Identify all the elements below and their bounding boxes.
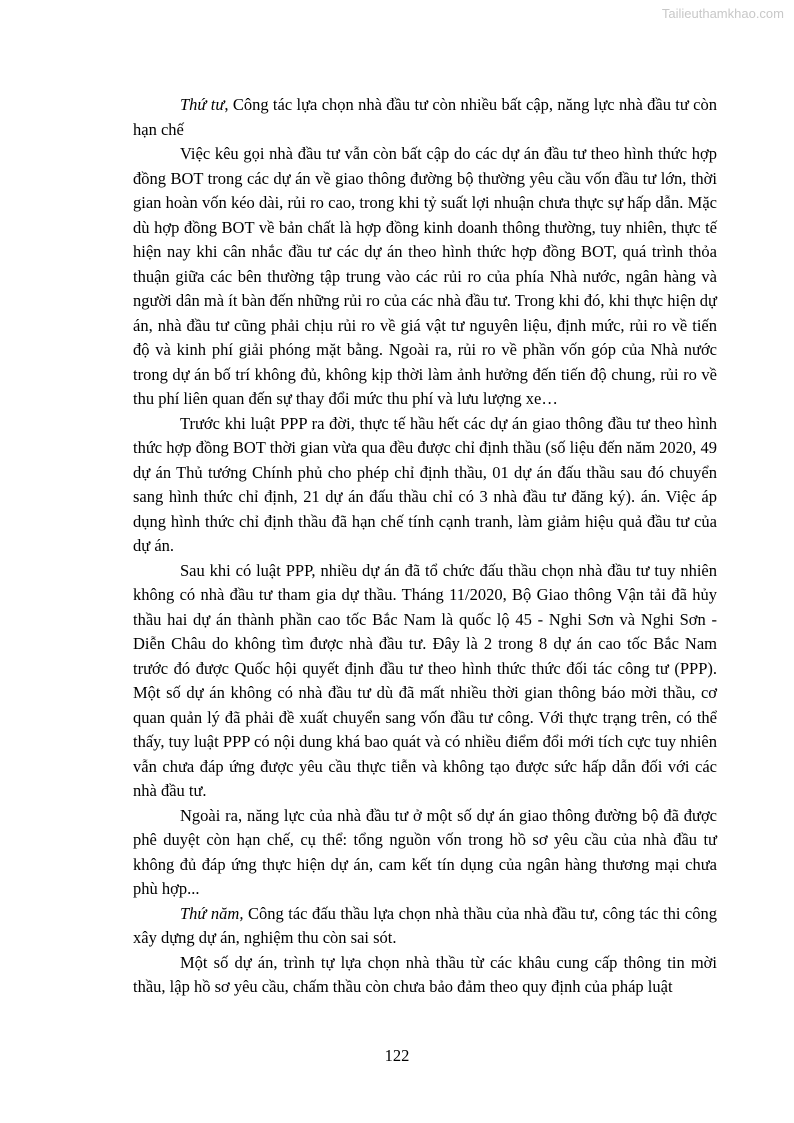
- paragraph-text: Ngoài ra, năng lực của nhà đầu tư ở một số dự án giao thông đường bộ đã được phê duyệt còn hạn chế, cụ thể: tổng nguồn vốn trong hồ sơ yêu cầu của nhà đầu tư không đủ đáp ứng thực hiện dự án, cam kết tín dụng của ngân hàng thương mại chưa phù hợp...: [133, 805, 717, 898]
- paragraph-text: , Công tác lựa chọn nhà đầu tư còn nhiều bất cập, năng lực nhà đầu tư còn hạn chế: [133, 95, 717, 139]
- paragraph-1: [133, 93, 717, 142]
- section-lead: Thứ tư: [180, 95, 225, 114]
- page-number: 122: [384, 1046, 410, 1065]
- paragraph-text: Trước khi luật PPP ra đời, thực tế hầu hết các dự án giao thông đầu tư theo hình thức hợp đồng BOT thời gian vừa qua đều được chỉ định thầu (số liệu đến năm 2020, 49 dự án Thủ tướng Chính phủ cho phép chỉ định thầu, 01 dự án đấu thầu sau đó chuyển sang hình thức chỉ định, 21 dự án đấu thầu chỉ có 3 nhà đầu tư đăng ký). án. Việc áp dụng hình thức chỉ định thầu đã hạn chế tính cạnh tranh, làm giảm hiệu quả đầu tư của dự án.: [133, 413, 717, 555]
- watermark-text: Tailieuthamkhao.com: [661, 6, 784, 21]
- paragraph-4: [133, 559, 717, 804]
- paragraph-3: [133, 412, 717, 559]
- paragraph-text: Việc kêu gọi nhà đầu tư vẫn còn bất cập do các dự án đầu tư theo hình thức hợp đồng BOT trong các dự án về giao thông đường bộ thường yêu cầu vốn đầu tư lớn, thời gian hoàn vốn kéo dài, rủi ro cao, trong khi tỷ suất lợi nhuận chưa thực sự hấp dẫn. Mặc dù hợp đồng BOT về bản chất là hợp đồng kinh doanh thông thường, tuy nhiên, thực tế hiện nay khi cân nhắc đầu tư các dự án theo hình thức hợp đồng BOT, quá trình thỏa thuận giữa các bên thường tập trung vào các rủi ro của phía Nhà nước, ngân hàng và người dân mà ít bàn đến những rủi ro của các nhà đầu tư. Trong khi đó, khi thực hiện dự án, nhà đầu tư cũng phải chịu rủi ro về giá vật tư nguyên liệu, định mức, rủi ro về tiến độ và kinh phí giải phóng mặt bằng. Ngoài ra, rủi ro về phần vốn góp của Nhà nước trong dự án bố trí không đủ, không kịp thời làm ảnh hưởng đến tiến độ chung, rủi ro về thu phí liên quan đến sự thay đổi mức thu phí và lưu lượng xe…: [133, 144, 717, 408]
- document-body: [133, 93, 717, 1000]
- paragraph-text: Công tác đấu thầu lựa chọn nhà thầu của nhà đầu tư, công tác thi công xây dựng dự án, nghiệm thu còn sai sót.: [133, 903, 717, 947]
- paragraph-5: [133, 804, 717, 902]
- paragraph-6: [133, 902, 717, 951]
- section-lead: Thứ năm,: [180, 903, 244, 923]
- paragraph-text: Một số dự án, trình tự lựa chọn nhà thầu từ các khâu cung cấp thông tin mời thầu, lập hồ sơ yêu cầu, chấm thầu còn chưa bảo đảm theo quy định của pháp luật: [133, 952, 717, 996]
- paragraph-7: [133, 951, 717, 1000]
- paragraph-2: [133, 142, 717, 412]
- paragraph-text: Sau khi có luật PPP, nhiều dự án đã tổ chức đấu thầu chọn nhà đầu tư tuy nhiên không có nhà đầu tư tham gia dự thầu. Tháng 11/2020, Bộ Giao thông Vận tải đã hủy thầu hai dự án thành phần cao tốc Bắc Nam là quốc lộ 45 - Nghi Sơn và Nghi Sơn - Diễn Châu do không tìm được nhà đầu tư. Đây là 2 trong 8 dự án cao tốc Bắc Nam trước đó được Quốc hội quyết định đầu tư theo hình thức thức đối tác công tư (PPP). Một số dự án không có nhà đầu tư dù đã mất nhiều thời gian thông báo mời thầu, cơ quan quản lý đã phải đề xuất chuyển sang vốn đầu tư công. Với thực trạng trên, có thể thấy, tuy luật PPP có nội dung khá bao quát và có nhiều điểm đổi mới tích cực tuy nhiên vẫn chưa đáp ứng được yêu cầu thực tiễn và không tạo được sức hấp dẫn đối với các nhà đầu tư.: [133, 560, 717, 800]
